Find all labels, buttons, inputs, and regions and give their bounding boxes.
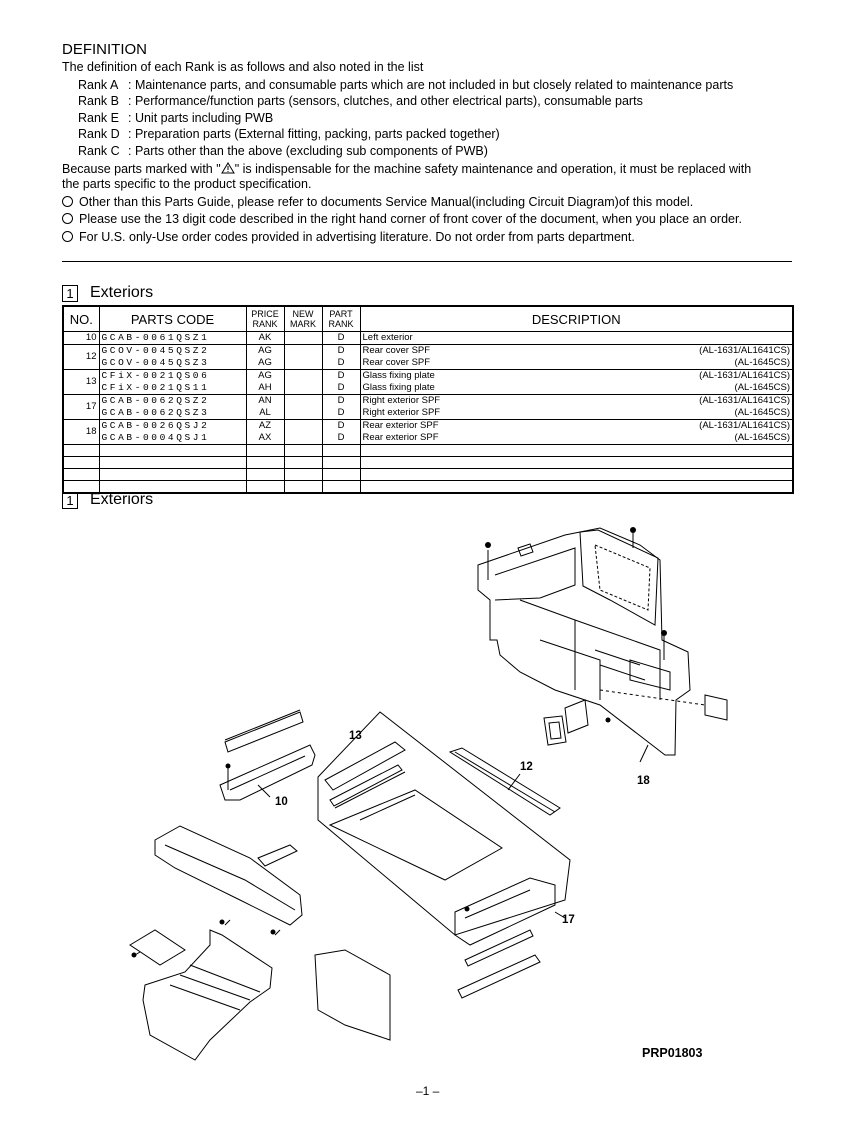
rank-label: Rank B: [78, 94, 119, 108]
row-part: D: [322, 345, 360, 358]
definition-intro: The definition of each Rank is as follows and also noted in the list: [62, 60, 424, 74]
part-10-left-exterior: [220, 712, 315, 800]
desc-text: Glass fixing plate: [362, 382, 435, 393]
rank-label: Rank D: [78, 127, 120, 141]
row-code: GCAB-0062QSZ3: [99, 407, 246, 420]
row-code: GCOV-0045QSZ2: [99, 345, 246, 358]
callout-13: 13: [349, 730, 362, 742]
row-no: 12: [63, 345, 99, 370]
section-title: Exteriors: [90, 284, 154, 301]
row-price: AZ: [246, 420, 284, 433]
row-no: 10: [63, 332, 99, 345]
desc-note: (AL-1645CS): [734, 382, 790, 393]
row-price: AH: [246, 382, 284, 395]
desc-text: Glass fixing plate: [362, 370, 435, 381]
header-line: RANK: [252, 319, 278, 329]
callout-18: 18: [637, 775, 650, 787]
screws: [132, 527, 668, 958]
row-price: AN: [246, 395, 284, 408]
col-no: NO.: [63, 306, 99, 332]
note-text: Other than this Parts Guide, please refer to documents Service Manual(including Circuit Diagram)of this model.: [79, 195, 694, 209]
desc-text: Rear exterior SPF: [362, 432, 439, 443]
note-text: For U.S. only-Use order codes provided in advertising literature. Do not order from parts department.: [79, 230, 635, 244]
row-code: GCAB-0026QSJ2: [99, 420, 246, 433]
row-part: D: [322, 332, 360, 345]
row-no: 17: [63, 395, 99, 420]
desc-note: (AL-1631/AL1641CS): [699, 395, 790, 406]
row-part: D: [322, 407, 360, 420]
desc-note: (AL-1645CS): [734, 357, 790, 368]
row-code: GCAB-0004QSJ1: [99, 432, 246, 445]
header-line: PRICE: [251, 309, 279, 319]
row-price: AL: [246, 407, 284, 420]
part-17-right-exterior: [455, 878, 565, 998]
callout-10: 10: [275, 796, 288, 808]
definition-title: DEFINITION: [62, 41, 147, 58]
row-part: D: [322, 357, 360, 370]
safety-text-b: " is indispensable for the machine safety maintenance and operation, it must be replaced with: [234, 162, 752, 176]
desc-text: Right exterior SPF: [362, 407, 441, 418]
section-title: Exteriors: [90, 491, 154, 508]
desc-text: Rear cover SPF: [362, 357, 431, 368]
row-code: CFiX-0021QS06: [99, 370, 246, 383]
desc-note: (AL-1631/AL1641CS): [699, 345, 790, 356]
desc-note: (AL-1645CS): [734, 407, 790, 418]
row-part: D: [322, 382, 360, 395]
desc-text: Rear cover SPF: [362, 345, 431, 356]
row-price: AG: [246, 357, 284, 370]
header-line: NEW: [292, 309, 314, 319]
rank-label: Rank E: [78, 111, 119, 125]
desc-note: (AL-1645CS): [734, 432, 790, 443]
header-line: RANK: [328, 319, 354, 329]
desc-text: Rear exterior SPF: [362, 420, 439, 431]
row-part: D: [322, 420, 360, 433]
header-line: MARK: [289, 319, 316, 329]
rank-label: Rank C: [78, 144, 120, 158]
part-12-rear-cover: [450, 748, 560, 815]
desc-note: (AL-1631/AL1641CS): [699, 420, 790, 431]
row-price: AG: [246, 370, 284, 383]
part-13-glass-assembly: [318, 712, 570, 935]
row-no: 18: [63, 420, 99, 445]
desc-text: Right exterior SPF: [362, 395, 441, 406]
part-18-rear-exterior: [478, 528, 727, 762]
section-number: 1: [62, 285, 78, 302]
drawing-code: PRP01803: [642, 1046, 703, 1060]
row-code: GCAB-0061QSZ1: [99, 332, 246, 345]
note-text: Please use the 13 digit code described in the right hand corner of front cover of the document, when you place an order.: [79, 212, 742, 226]
row-part: D: [322, 395, 360, 408]
rank-text: : Performance/function parts (sensors, clutches, and other electrical parts), consumable parts: [128, 94, 643, 108]
safety-line-2: the parts specific to the product specification.: [62, 177, 312, 191]
rank-label: Rank A: [78, 78, 119, 92]
rank-text: : Preparation parts (External fitting, packing, parts packed together): [128, 127, 500, 141]
row-no: 13: [63, 370, 99, 395]
desc-note: (AL-1631/AL1641CS): [699, 370, 790, 381]
desc-text: Left exterior: [362, 332, 413, 343]
page-number: –1 –: [416, 1084, 440, 1098]
row-code: GCOV-0045QSZ3: [99, 357, 246, 370]
row-price: AG: [246, 345, 284, 358]
callout-12: 12: [520, 761, 533, 773]
row-code: CFiX-0021QS11: [99, 382, 246, 395]
rank-text: : Unit parts including PWB: [128, 111, 274, 125]
rank-text: : Maintenance parts, and consumable parts which are not included in but closely related to maintenance parts: [128, 78, 734, 92]
cover-flap: [315, 950, 390, 1040]
header-line: PART: [329, 309, 353, 319]
rank-text: : Parts other than the above (excluding sub components of PWB): [128, 144, 488, 158]
callout-17: 17: [562, 914, 575, 926]
front-exterior-assembly: [155, 826, 302, 935]
row-part: D: [322, 370, 360, 383]
output-tray: [130, 930, 272, 1060]
section-number: 1: [62, 492, 78, 509]
row-price: AX: [246, 432, 284, 445]
row-code: GCAB-0062QSZ2: [99, 395, 246, 408]
safety-text-a: Because parts marked with ": [62, 162, 221, 176]
col-description: DESCRIPTION: [360, 306, 793, 332]
row-part: D: [322, 432, 360, 445]
row-price: AK: [246, 332, 284, 345]
col-parts-code: PARTS CODE: [99, 306, 246, 332]
